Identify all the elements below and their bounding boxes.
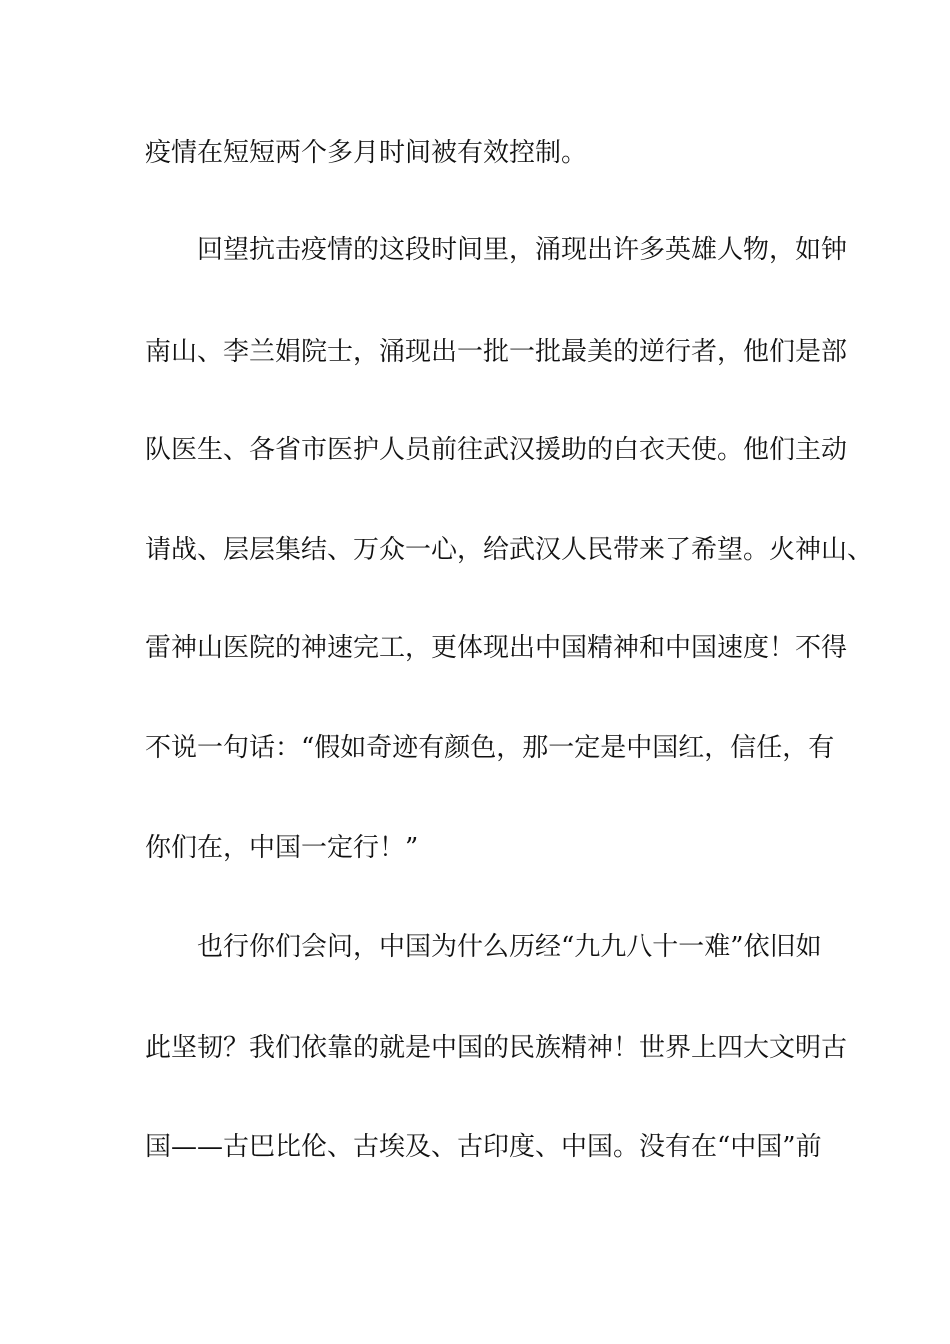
- text-line-8: 你们在，中国一定行！”: [145, 833, 419, 863]
- text-line-10: 此坚韧？我们依靠的就是中国的民族精神！世界上四大文明古: [145, 1033, 848, 1063]
- text-line-5: 请战、层层集结、万众一心，给武汉人民带来了希望。火神山、: [145, 535, 874, 565]
- text-line-4: 队医生、各省市医护人员前往武汉援助的白衣天使。他们主动: [145, 435, 848, 465]
- text-line-7: 不说一句话：“假如奇迹有颜色，那一定是中国红，信任，有: [145, 733, 835, 763]
- text-line-3: 南山、李兰娟院士，涌现出一批一批最美的逆行者，他们是部: [145, 337, 848, 367]
- text-line-11: 国——古巴比伦、古埃及、古印度、中国。没有在“中国”前: [145, 1132, 822, 1162]
- text-line-6: 雷神山医院的神速完工，更体现出中国精神和中国速度！不得: [145, 633, 848, 663]
- text-line-1: 疫情在短短两个多月时间被有效控制。: [145, 138, 588, 168]
- text-line-9: 也行你们会问，中国为什么历经“九九八十一难”依旧如: [145, 932, 822, 962]
- text-line-2: 回望抗击疫情的这段时间里，涌现出许多英雄人物，如钟: [145, 235, 848, 265]
